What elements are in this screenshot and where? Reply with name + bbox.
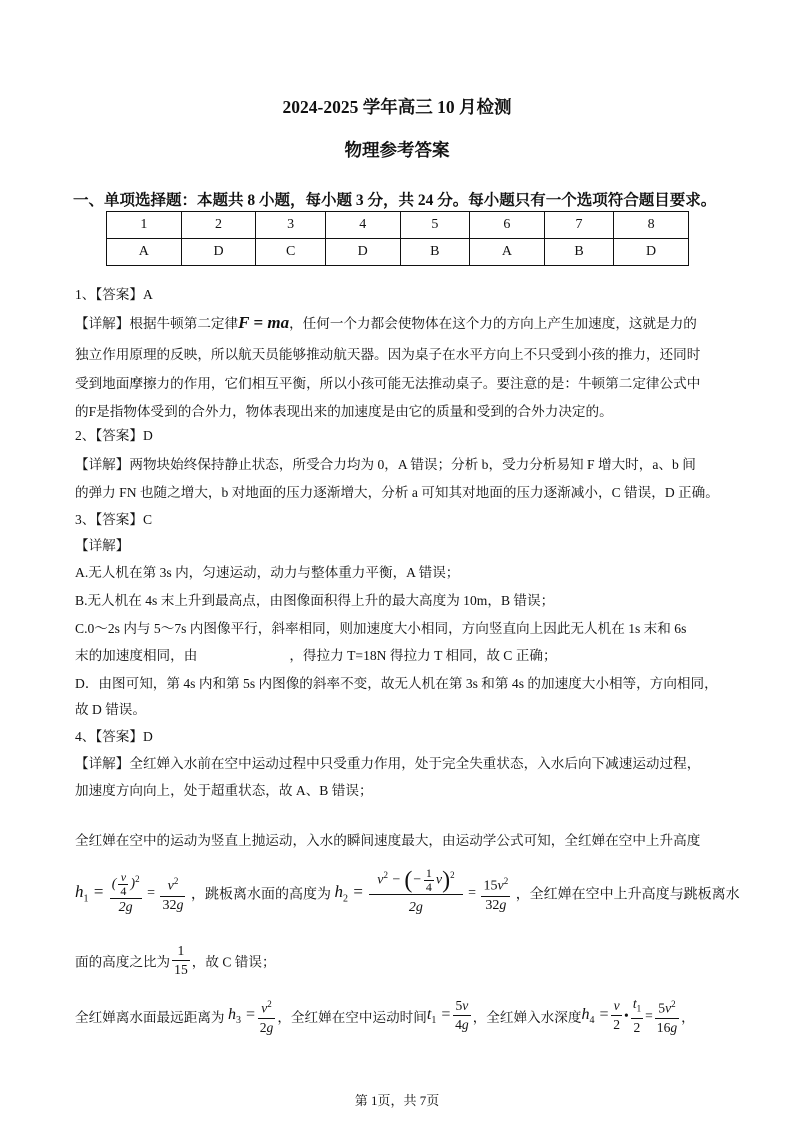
- newton-formula: F = ma: [238, 313, 290, 332]
- fraction: $\frac{v^2}{2g}$: [258, 995, 276, 1037]
- q4-detail-line3: 全红婵在空中的运动为竖直上抛运动，入水的瞬间速度最大，由运动学公式可知，全红婵在空中上升高度: [75, 833, 701, 848]
- formula-h2: $h_2$ =: [334, 882, 364, 905]
- q3-line-d1: D．由图可知，第 4s 内和第 5s 内图像的斜率不变，故无人机在第 3s 和第 4s 的加速度大小相等，方向相同，: [75, 676, 718, 691]
- table-cell: 1: [107, 212, 182, 239]
- ratio-line: [75, 942, 276, 979]
- q3-line-c1: C.0～2s 内与 5～7s 内图像平行，斜率相同，则加速度大小相同，方向竖直向上因此无人机在 1s 末和 6s: [75, 621, 687, 636]
- table-cell: 2: [181, 212, 256, 239]
- table-cell: C: [256, 239, 325, 266]
- q3-line-d2: 故 D 错误。: [75, 702, 146, 717]
- formula-t1: $t_1$ =: [426, 1005, 452, 1026]
- fraction: $\frac{15v^2}{32g}$: [481, 872, 510, 915]
- q2-detail-line2: 的弹力 FN 也随之增大，b 对地面的压力逐渐增大，分析 a 可知其对地面的压力逐渐减小，C 错误，D 正确。: [75, 485, 719, 500]
- table-cell: 3: [256, 212, 325, 239]
- q1-detail-b: ，任何一个力都会使物体在这个力的方向上产生加速度，这就是力的: [289, 316, 697, 331]
- q3-line-c2b: ，得拉力 T=18N 得拉力 T 相同，故 C 正确；: [289, 648, 557, 663]
- q4-detail-line2: 加速度方向向上，处于超重状态，故 A、B 错误；: [75, 783, 373, 798]
- table-cell: 7: [544, 212, 613, 239]
- table-cell: D: [181, 239, 256, 266]
- table-cell: D: [614, 239, 689, 266]
- page-title: 2024-2025 学年高三 10 月检测: [282, 97, 512, 117]
- text-ratio2a: 面的高度之比为: [75, 954, 171, 970]
- formula-h4: $h_4$ =: [581, 1005, 610, 1026]
- q3-detail: 【详解】: [75, 538, 130, 553]
- fraction: $\frac{t_1}{2}$: [632, 996, 642, 1035]
- table-cell: 4: [325, 212, 400, 239]
- answer-table: [106, 211, 689, 266]
- q1-detail-line4: 的F是指物体受到的合外力，物体表现出来的加速度是由它的质量和受到的合外力决定的。: [75, 404, 613, 419]
- q1-detail-line1: [75, 314, 697, 333]
- text-h4: ，全红婵入水深度: [472, 1009, 582, 1025]
- formula-h1: $h_1$ =: [75, 882, 105, 905]
- table-cell: 5: [400, 212, 469, 239]
- q2-detail-line1: 【详解】两物块始终保持静止状态，所受合力均为 0，A 错误；分析 b，受力分析易知 F 增大时，a、b 间: [75, 457, 696, 472]
- fraction: $\frac{5v}{4g}$: [455, 998, 469, 1033]
- table-cell: A: [470, 239, 545, 266]
- q1-detail-line3: 受到地面摩擦力的作用，它们相互平衡，所以小孩可能无法推动桌子。要注意的是：牛顿第二定律公式中: [75, 376, 701, 391]
- fraction: $\frac{5v^2}{16g}$: [655, 995, 679, 1037]
- section-heading: 一、单项选择题：本题共 8 小题，每小题 3 分，共 24 分。每小题只有一个选项符合题目要求。: [73, 192, 717, 209]
- text-h3: 全红婵离水面最远距离为: [75, 1009, 225, 1025]
- q2-answer: 2、【答案】D: [75, 428, 153, 443]
- q4-answer: 4、【答案】D: [75, 729, 153, 744]
- fraction: $\frac{v^2}{32g}$: [160, 872, 185, 915]
- table-cell: B: [544, 239, 613, 266]
- table-cell: 6: [470, 212, 545, 239]
- formula-h3: $h_3$ =: [227, 1005, 256, 1026]
- answer-table-answer-row: [107, 239, 689, 266]
- answer-table-number-row: [107, 212, 689, 239]
- table-cell: A: [107, 239, 182, 266]
- text-h2: ，跳板离水面的高度为: [190, 887, 331, 903]
- table-cell: D: [325, 239, 400, 266]
- q1-detail-line2: 独立作用原理的反映，所以航天员能够推动航天器。因为桌子在水平方向上不只受到小孩的推力，还同时: [75, 347, 701, 362]
- q3-line-a: A.无人机在第 3s 内，匀速运动，动力与整体重力平衡，A 错误；: [75, 565, 460, 580]
- q4-detail-line1: 【详解】全红婵入水前在空中运动过程中只受重力作用，处于完全失重状态，入水后向下减速运动过程，: [75, 756, 701, 771]
- formula-row-h1-h2: $h_1$ = ( $\frac{v}{4}$ )$^2$ 2g = $\frac{v^2}{32g}$ ，跳板离水面的高度为 $h_2$ = $v^2$ − (− $\frac{1}{4}$ v)$^2$ 2g = $\frac{15v^2}{32g}$ ，全红婵在空中上升高度与跳板离水: [75, 866, 740, 921]
- fraction-1-15: [172, 942, 190, 979]
- fraction: $v^2$ − (− $\frac{1}{4}$ v)$^2$ 2g: [369, 866, 462, 921]
- fraction-numerator: 1: [172, 942, 190, 961]
- fraction: $\frac{v}{2}$: [613, 998, 621, 1033]
- q3-answer: 3、【答案】C: [75, 512, 153, 527]
- table-cell: B: [400, 239, 469, 266]
- fraction-denominator: 15: [174, 962, 188, 977]
- q3-line-c2: [75, 647, 557, 665]
- fraction: ( $\frac{v}{4}$ )$^2$ 2g: [111, 869, 140, 915]
- table-cell: 8: [614, 212, 689, 239]
- formula-row-h3-t1-h4: 全红婵离水面最远距离为 $h_3$ = $\frac{v^2}{2g}$ ，全红婵在空中运动时间$t_1$ = $\frac{5v}{4g}$ ，全红婵入水深度$h_4$ = $\frac{v}{2}$ • $\frac{t_1}{2}$ = $\frac{5v^2}{16g}$ ，: [75, 996, 695, 1035]
- q3-line-c2a: 末的加速度相同，由: [75, 648, 198, 663]
- q1-answer: 1、【答案】A: [75, 287, 153, 302]
- q3-line-b: B.无人机在 4s 末上升到最高点，由图像面积得上升的最大高度为 10m，B 错误；: [75, 593, 555, 608]
- text-t1: ，全红婵在空中运动时间: [277, 1009, 427, 1025]
- page-footer: 第 1页，共 7页: [354, 1093, 440, 1108]
- text-ratio1: ，全红婵在空中上升高度与跳板离水: [515, 887, 740, 903]
- page-subtitle: 物理参考答案: [344, 140, 450, 160]
- text-ratio2b: ，故 C 错误；: [191, 954, 276, 970]
- q1-detail-a: 【详解】根据牛顿第二定律: [75, 316, 239, 331]
